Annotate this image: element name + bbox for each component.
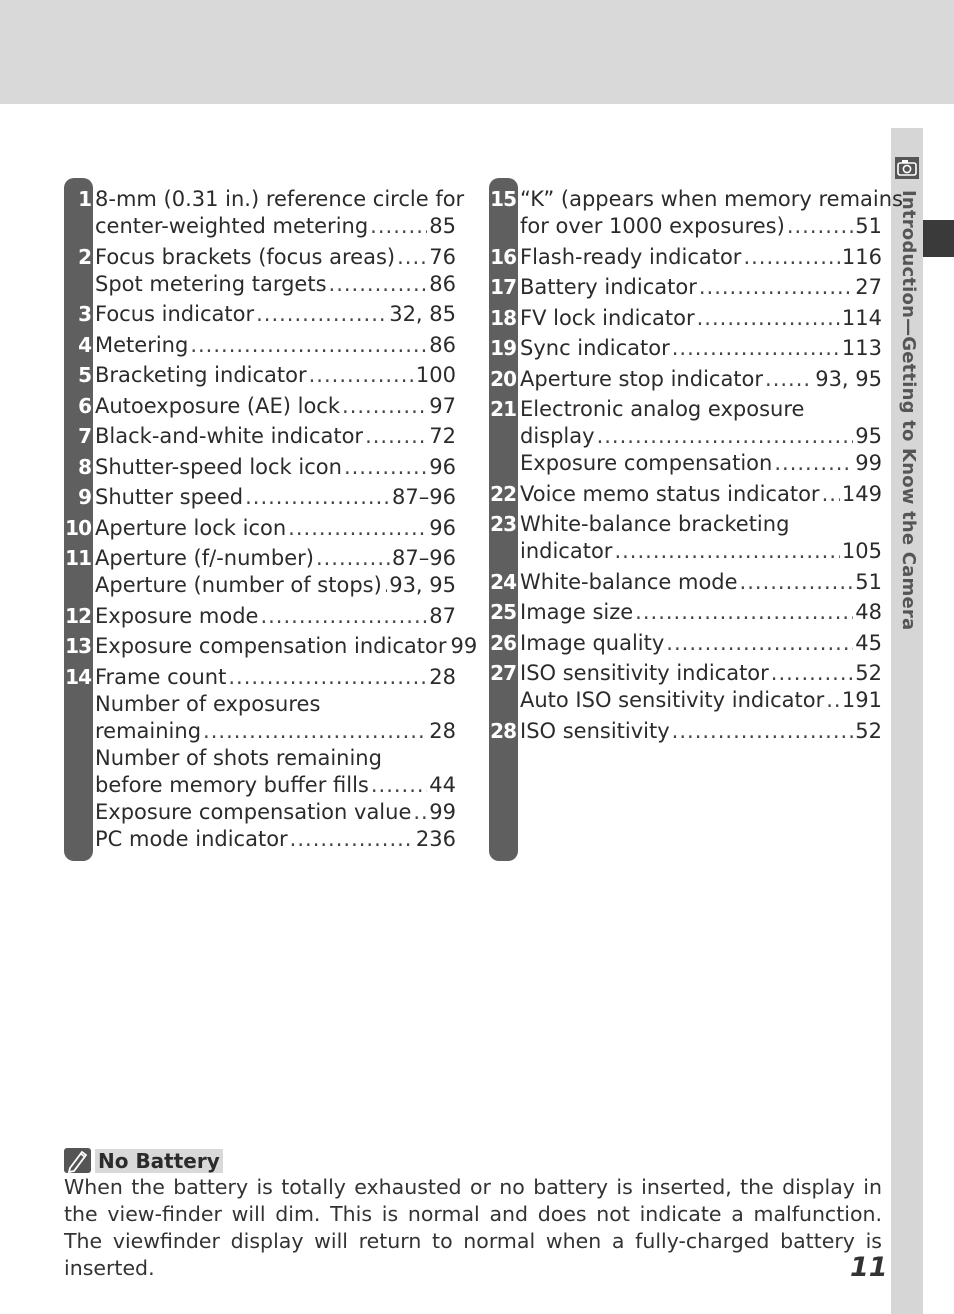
legend-list [489, 186, 903, 748]
item-label: Frame count [95, 664, 227, 689]
page-reference: 96 [429, 515, 456, 540]
dot-leader [672, 335, 840, 362]
item-number: 17 [490, 275, 516, 299]
legend-item [489, 274, 882, 301]
dot-leader [245, 484, 390, 511]
item-label: Aperture (number of stops) [95, 573, 382, 597]
legend-line [95, 572, 456, 599]
page-reference: 52 [855, 718, 882, 743]
legend-line [520, 213, 882, 240]
dot-leader [787, 213, 853, 240]
item-label: Aperture (f/-number) [95, 546, 314, 570]
item-label: White-balance bracketing [520, 512, 790, 536]
legend-line [95, 799, 456, 826]
dot-leader [666, 630, 853, 657]
item-label: Number of shots remaining [95, 745, 382, 770]
item-label: White-balance mode [520, 569, 738, 594]
page-reference: 72 [429, 424, 456, 448]
legend-line [95, 718, 456, 745]
dot-leader [774, 450, 853, 477]
legend-line [520, 450, 882, 477]
page-reference: 28 [429, 664, 456, 689]
camera-icon [894, 156, 920, 180]
dot-leader [371, 772, 427, 799]
dot-leader [309, 362, 414, 389]
item-number: 13 [65, 634, 91, 658]
item-number: 2 [78, 244, 91, 269]
item-label: 8-mm (0.31 in.) reference circle for [95, 187, 465, 211]
legend-item [64, 664, 456, 853]
item-label: Shutter speed [95, 485, 244, 509]
page-reference: 99 [855, 451, 882, 475]
item-number: 11 [65, 546, 91, 570]
legend-item [489, 481, 882, 508]
page-reference: 113 [841, 336, 882, 360]
item-label: before memory buffer fills [95, 772, 369, 797]
legend-item [64, 603, 456, 630]
legend-line [95, 603, 456, 630]
item-label: remaining [95, 718, 202, 743]
note-title: No Battery [95, 1149, 223, 1173]
legend-line [95, 826, 456, 853]
page-reference: 87–96 [392, 546, 456, 570]
item-number: 22 [490, 481, 516, 506]
dot-leader [826, 687, 840, 714]
dot-leader [765, 366, 813, 393]
item-label: Exposure compensation [520, 451, 773, 475]
item-label: FV lock indicator [520, 305, 695, 330]
legend-item [64, 545, 456, 599]
item-number: 24 [490, 569, 516, 594]
dot-leader [635, 599, 853, 626]
legend-line [95, 393, 456, 420]
item-number: 4 [78, 332, 91, 357]
header-band [0, 0, 954, 104]
page-reference: 48 [855, 600, 882, 624]
legend-line [520, 305, 882, 332]
item-label: “K” (appears when memory remains [520, 187, 903, 211]
item-number: 3 [78, 302, 91, 326]
legend-line [520, 660, 882, 687]
legend-item [489, 366, 882, 393]
dot-leader [597, 423, 854, 450]
legend-item [489, 396, 882, 477]
page-reference: 85 [429, 214, 456, 238]
dot-leader [699, 274, 853, 301]
item-label: Exposure compensation value [95, 799, 412, 824]
dot-leader [365, 423, 427, 450]
item-number: 1 [78, 187, 91, 211]
page-reference: 51 [855, 569, 882, 594]
item-label: Black-and-white indicator [95, 424, 364, 448]
page-reference: 93, 95 [815, 366, 882, 391]
legend-line [95, 213, 456, 240]
legend-line [95, 772, 456, 799]
legend-line [520, 538, 882, 565]
legend-item [64, 362, 456, 389]
item-label: Aperture lock icon [95, 515, 287, 540]
legend-line [95, 515, 456, 542]
dot-leader [342, 393, 427, 420]
item-label: Auto ISO sensitivity indicator [520, 688, 825, 712]
dot-leader [822, 481, 840, 508]
page-reference: 93, 95 [389, 573, 456, 597]
legend-line [95, 244, 456, 271]
dot-leader [743, 244, 839, 271]
page-reference: 87–96 [392, 485, 456, 509]
dot-leader [740, 569, 854, 596]
item-number: 25 [490, 600, 516, 624]
page-reference: 52 [855, 661, 882, 685]
legend-item [64, 633, 478, 660]
dot-leader [256, 301, 387, 328]
item-number: 5 [78, 363, 91, 387]
item-label: Battery indicator [520, 275, 697, 299]
item-number: 18 [490, 305, 516, 330]
legend-list [64, 186, 478, 856]
page-reference: 95 [855, 424, 882, 448]
legend-line [520, 423, 882, 450]
dot-leader [614, 538, 839, 565]
page-reference: 99 [429, 799, 456, 824]
legend-line [95, 301, 456, 328]
legend-line [95, 186, 465, 213]
item-label: ISO sensitivity [520, 718, 670, 743]
chapter-title: Introduction—Getting to Know the Camera [898, 190, 919, 631]
legend-line [95, 362, 456, 389]
item-label: Number of exposures [95, 691, 321, 716]
legend-item [489, 718, 882, 745]
legend-item [489, 599, 882, 626]
dot-leader [203, 718, 427, 745]
legend-item [489, 569, 882, 596]
item-label: center-weighted metering [95, 214, 369, 238]
dot-leader [290, 826, 414, 853]
page-reference: 86 [429, 271, 456, 296]
item-label: ISO sensitivity indicator [520, 661, 769, 685]
page-reference: 114 [841, 305, 882, 330]
page-reference: 87 [429, 603, 456, 628]
page-reference: 96 [429, 454, 456, 479]
dot-leader [190, 332, 427, 359]
item-number: 9 [78, 485, 91, 509]
legend-line [520, 569, 882, 596]
legend-item [489, 511, 882, 565]
page-reference: 100 [415, 363, 456, 387]
legend-item [64, 423, 456, 450]
page-reference: 44 [429, 772, 456, 797]
dot-leader [397, 244, 427, 271]
page-reference: 27 [855, 275, 882, 299]
dot-leader [288, 515, 427, 542]
item-label: Exposure compensation indicator [95, 634, 447, 658]
item-label: Sync indicator [520, 336, 670, 360]
page-reference: 45 [855, 630, 882, 655]
legend-line [95, 332, 456, 359]
dot-leader [260, 603, 427, 630]
legend-line [95, 423, 456, 450]
item-number: 19 [490, 336, 516, 360]
item-number: 20 [490, 366, 516, 391]
legend-item [64, 454, 456, 481]
legend-line [520, 599, 882, 626]
page-reference: 76 [429, 244, 456, 269]
legend-line [520, 687, 882, 714]
legend-line [95, 484, 456, 511]
legend-item [64, 484, 456, 511]
dot-leader [697, 305, 840, 332]
legend-line [520, 366, 882, 393]
item-label: display [520, 424, 595, 448]
legend-item [64, 515, 456, 542]
legend-line [95, 745, 456, 772]
page-reference: 28 [429, 718, 456, 743]
legend-item [64, 393, 456, 420]
page-reference: 116 [841, 244, 882, 269]
page-reference: 191 [841, 688, 882, 712]
dot-leader [672, 718, 854, 745]
dot-leader [384, 572, 387, 599]
legend-item [489, 630, 882, 657]
legend-item [64, 301, 456, 328]
legend-line [95, 545, 456, 572]
item-label: Focus indicator [95, 302, 255, 326]
item-label: Image quality [520, 630, 665, 655]
dot-leader [329, 271, 428, 298]
item-number: 12 [65, 603, 91, 628]
legend-line [520, 396, 882, 423]
item-label: Focus brackets (focus areas) [95, 244, 396, 269]
legend-line [520, 244, 882, 271]
item-number: 10 [65, 515, 91, 540]
item-number: 21 [490, 397, 516, 421]
legend-line [520, 335, 882, 362]
legend-line [520, 481, 882, 508]
dot-leader [771, 660, 853, 687]
legend-line [95, 691, 456, 718]
item-label: Aperture stop indicator [520, 366, 764, 391]
page-reference: 86 [429, 332, 456, 357]
item-label: Autoexposure (AE) lock [95, 393, 341, 418]
legend-line [520, 630, 882, 657]
item-number: 6 [78, 393, 91, 418]
item-label: Voice memo status indicator [520, 481, 820, 506]
legend-item [64, 186, 465, 240]
item-label: indicator [520, 539, 613, 563]
legend-line [520, 718, 882, 745]
legend-item [489, 186, 903, 240]
item-label: Bracketing indicator [95, 363, 307, 387]
pencil-icon [64, 1148, 91, 1173]
legend-item [64, 332, 456, 359]
legend-line [520, 274, 882, 301]
item-number: 27 [490, 661, 516, 685]
item-number: 14 [65, 664, 91, 689]
legend-item [489, 244, 882, 271]
note-header [64, 1147, 223, 1174]
legend-line [95, 633, 478, 660]
legend-item [489, 335, 882, 362]
dot-leader [413, 799, 427, 826]
page-reference: 32, 85 [389, 302, 456, 326]
item-label: Image size [520, 600, 634, 624]
legend-line [95, 454, 456, 481]
dot-leader [344, 454, 427, 481]
legend-line [95, 271, 456, 298]
page-reference: 149 [841, 481, 882, 506]
dot-leader [370, 213, 427, 240]
page-reference: 97 [429, 393, 456, 418]
item-label: PC mode indicator [95, 826, 288, 851]
item-label: Shutter-speed lock icon [95, 454, 342, 479]
item-label: for over 1000 exposures) [520, 214, 785, 238]
item-label: Electronic analog exposure [520, 397, 805, 421]
page-number: 11 [850, 1252, 888, 1283]
page-reference: 236 [415, 826, 456, 851]
note-body: When the battery is totally exhausted or no battery is inserted, the display in the view-finder will dim. This is normal and does not indicate a malfunction. The viewfinder display will return to normal when a fully-charged battery is inserted. [64, 1175, 882, 1280]
item-label: Exposure mode [95, 603, 259, 628]
item-number: 15 [490, 187, 516, 211]
page-reference: 99 [450, 634, 478, 658]
legend-line [520, 186, 903, 213]
legend-line [95, 664, 456, 691]
legend-item [489, 660, 882, 714]
page-reference: 105 [841, 539, 882, 563]
item-label: Spot metering targets [95, 271, 327, 296]
item-number: 26 [490, 630, 516, 655]
legend-item [489, 305, 882, 332]
section-marker [923, 220, 954, 257]
item-number: 7 [78, 424, 91, 448]
item-label: Metering [95, 332, 189, 357]
item-label: Flash-ready indicator [520, 244, 742, 269]
item-number: 28 [490, 718, 516, 743]
item-number: 23 [490, 512, 516, 536]
legend-line [520, 511, 882, 538]
item-number: 8 [78, 454, 91, 479]
page-reference: 51 [855, 214, 882, 238]
dot-leader [228, 664, 427, 691]
dot-leader [316, 545, 390, 572]
legend-item [64, 244, 456, 298]
item-number: 16 [490, 244, 516, 269]
